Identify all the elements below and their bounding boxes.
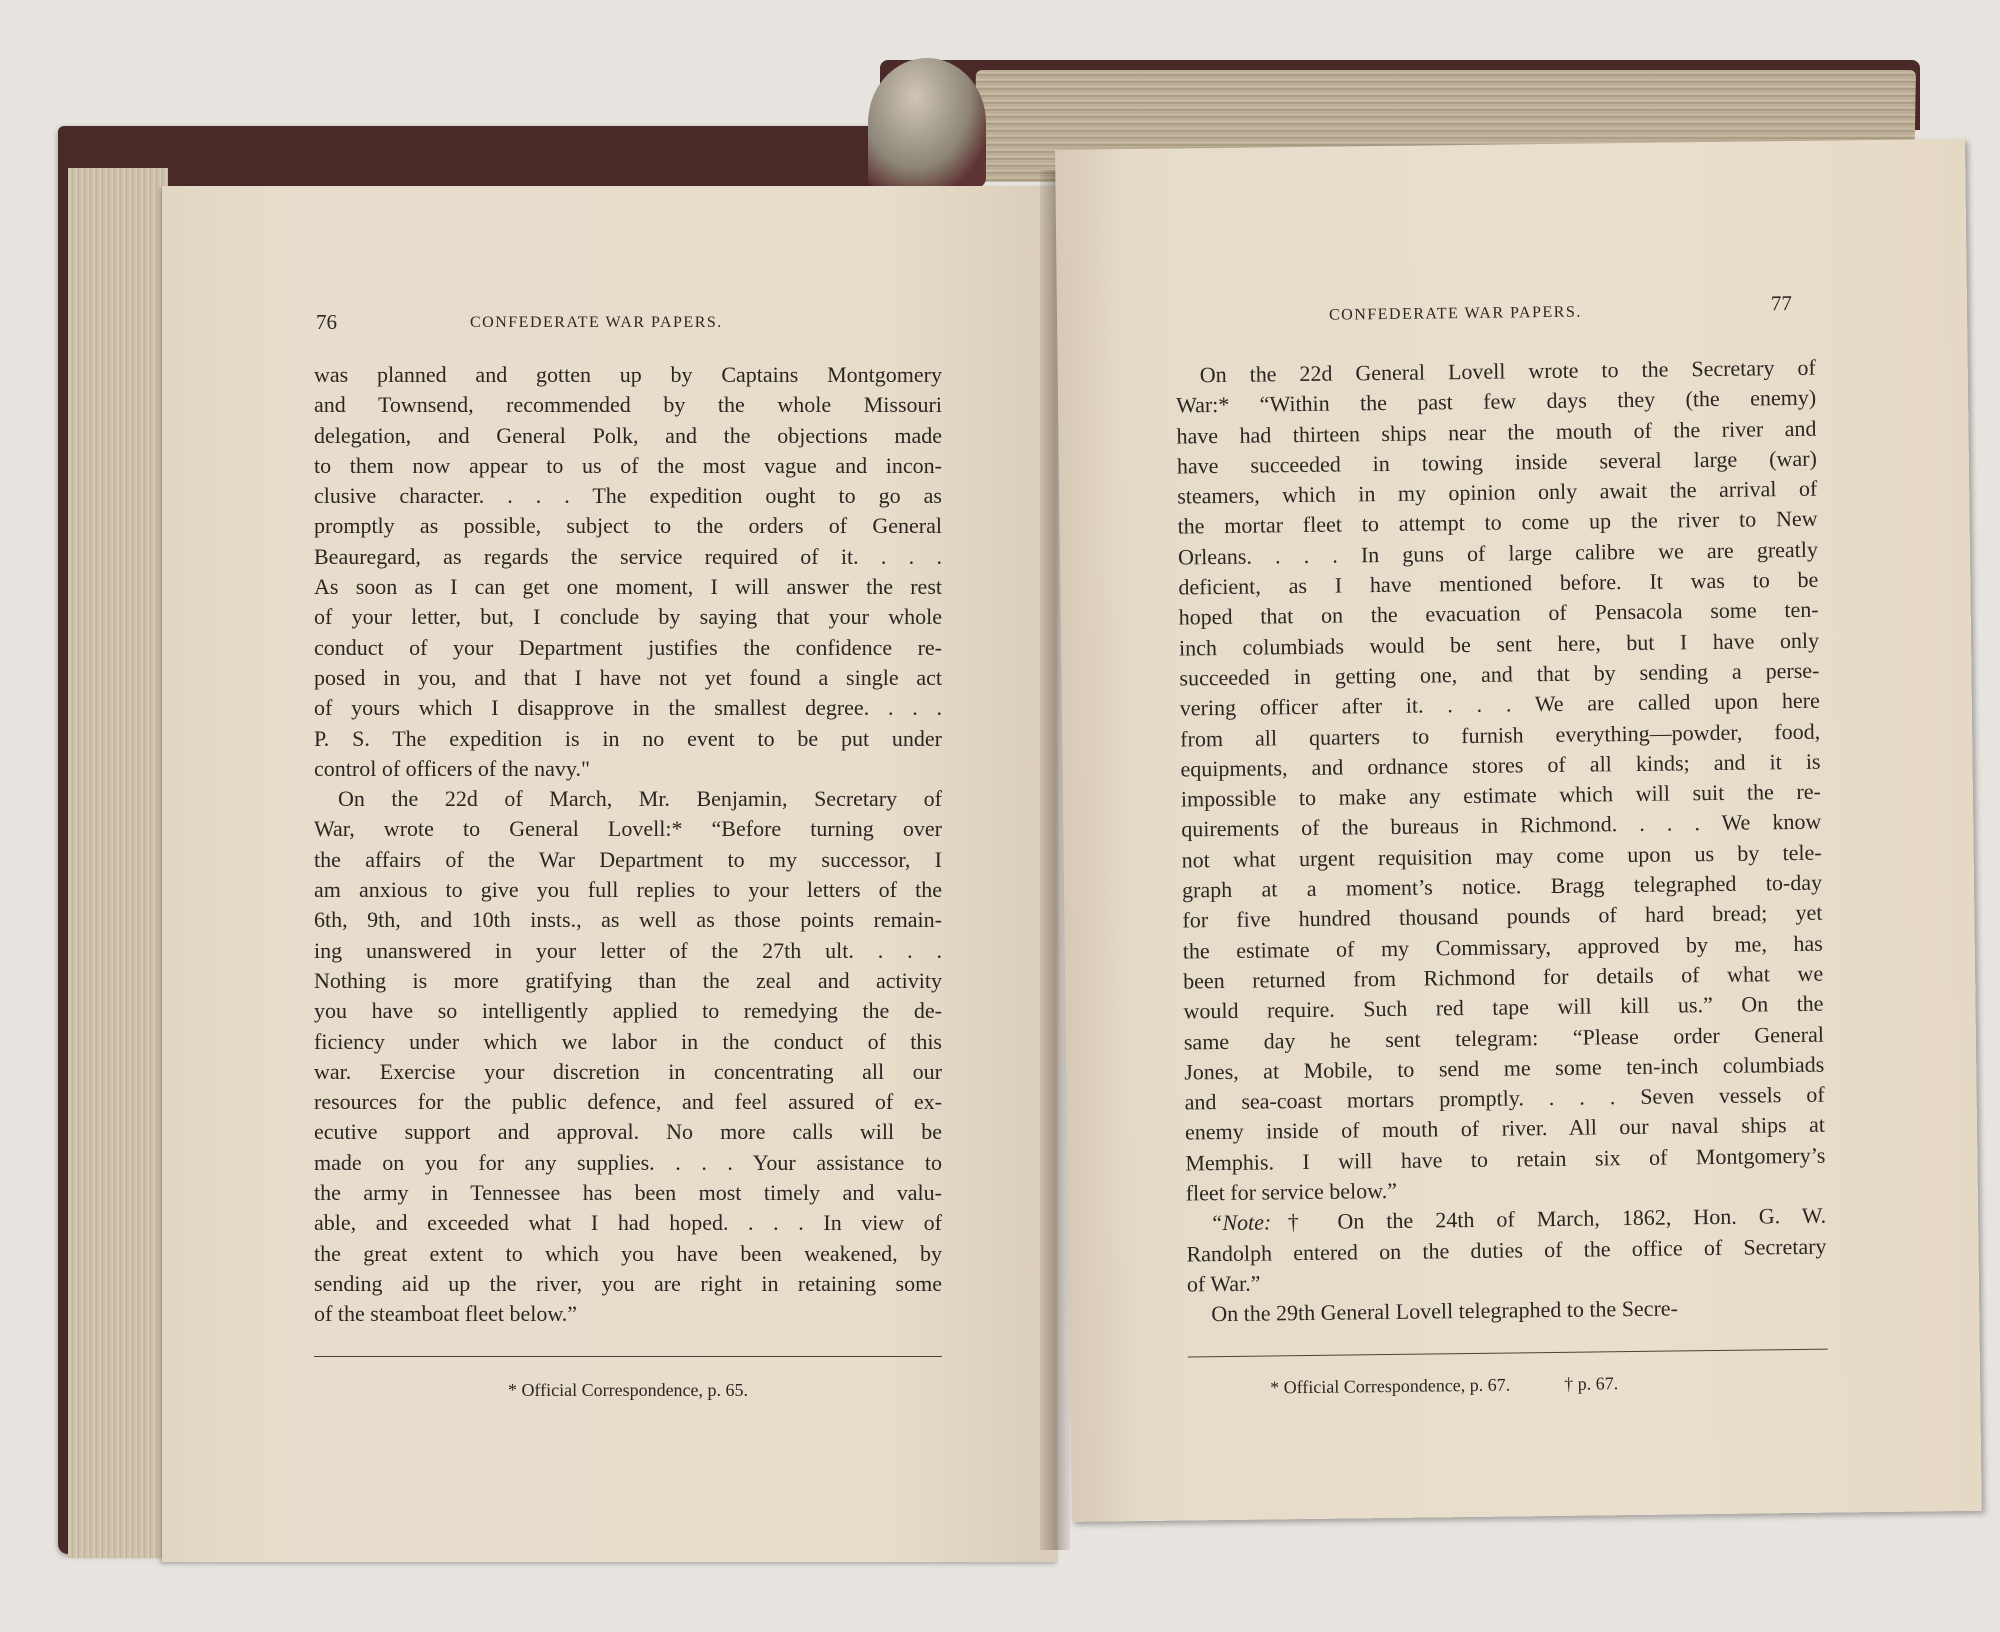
text-line: was planned and gotten up by Captains Montgomery	[314, 362, 942, 387]
text-line: Randolph entered on the duties of the office of Secretary	[1186, 1233, 1827, 1267]
text-line: control of officers of the navy."	[314, 755, 590, 781]
text-line: On the 22d General Lovell wrote to the Secretary of	[1199, 354, 1816, 388]
text-line: of yours which I disapprove in the smallest degree. . . .	[314, 695, 942, 721]
text-line: of the steamboat fleet below.”	[314, 1301, 578, 1327]
text-line: to them now appear to us of the most vague and incon-	[314, 452, 942, 478]
text-line: same day he sent telegram: “Please order General	[1183, 1021, 1825, 1055]
text-line: steamers, which in my opinion only await the arrival of	[1177, 475, 1818, 509]
page-stack-left	[68, 168, 168, 1558]
left-page	[162, 186, 1058, 1562]
text-line: posed in you, and that I have not yet found a single act	[314, 664, 942, 690]
text-line: enemy inside of mouth of river. All our naval ships at	[1184, 1112, 1826, 1145]
text-line: Orleans. . . . In guns of large calibre we are greatly	[1177, 536, 1819, 570]
text-line: have had thirteen ships near the mouth of the river and	[1176, 415, 1817, 449]
text-line: inch columbiads would be sent here, but I have only	[1178, 627, 1820, 661]
text-line: have succeeded in towing inside several large (war)	[1176, 445, 1817, 479]
text-line: of your letter, but, I conclude by saying that your whole	[314, 604, 942, 630]
text-line: fleet for service below.”	[1185, 1177, 1398, 1206]
text-line-rest: † On the 24th of March, 1862, Hon. G. W.	[1271, 1202, 1827, 1235]
text-line: quirements of the bureaus in Richmond. . . . We know	[1181, 809, 1822, 842]
footnote-rule	[314, 1356, 942, 1357]
text-line: succeeded in getting one, and that by sending a perse-	[1179, 657, 1820, 691]
running-head: CONFEDERATE WAR PAPERS.	[1328, 303, 1582, 324]
text-line: War, wrote to General Lovell:* “Before turning over	[314, 816, 942, 842]
text-line: On the 22d of March, Mr. Benjamin, Secretary of	[338, 786, 942, 812]
text-line: resources for the public defence, and feel assured of ex-	[314, 1089, 942, 1115]
text-line: deficient, as I have mentioned before. It was to be	[1178, 566, 1819, 600]
text-line: and sea-coast mortars promptly. . . . Seven vessels of	[1184, 1081, 1825, 1115]
left-body-text	[314, 360, 942, 1330]
book-spine	[868, 58, 986, 188]
text-line: able, and exceeded what I had hoped. . . . In view of	[314, 1210, 942, 1236]
page-number: 76	[316, 310, 337, 334]
text-line: Nothing is more gratifying than the zeal and activity	[314, 967, 942, 993]
text-line: been returned from Richmond for details of what we	[1183, 960, 1824, 994]
text-line: delegation, and General Polk, and the objections made	[314, 422, 942, 448]
text-line: impossible to make any estimate which will suit the re-	[1180, 778, 1822, 812]
text-line: Jones, at Mobile, to send me some ten-inch columbiads	[1184, 1051, 1825, 1085]
text-line: ing unanswered in your letter of the 27th ult. . . .	[314, 937, 942, 963]
text-line: Memphis. I will have to retain six of Montgomery’s	[1185, 1142, 1826, 1176]
text-line: promptly as possible, subject to the orders of General	[314, 513, 942, 539]
footnote: * Official Correspondence, p. 65.	[507, 1380, 749, 1400]
text-line: 6th, 9th, and 10th insts., as well as those points remain-	[314, 907, 942, 933]
text-line: clusive character. . . . The expedition ought to go as	[314, 483, 942, 509]
text-line: ecutive support and approval. No more calls will be	[314, 1119, 942, 1145]
text-line: of War.”	[1186, 1270, 1261, 1297]
text-line: Beauregard, as regards the service required of it. . . .	[314, 543, 942, 569]
text-line: made on you for any supplies. . . . Your assistance to	[314, 1149, 942, 1175]
text-line: war. Exercise your discretion in concentrating all our	[314, 1058, 942, 1084]
text-line: hoped that on the evacuation of Pensacola some ten-	[1178, 597, 1819, 630]
footnote-b: † p. 67.	[1564, 1373, 1619, 1394]
text-line: graph at a moment’s notice. Bragg telegraphed to-day	[1181, 869, 1823, 903]
footnote-rule	[1188, 1349, 1828, 1358]
footnote	[1270, 1371, 1830, 1399]
text-line: the mortar fleet to attempt to come up the river to New	[1177, 506, 1818, 540]
running-head: CONFEDERATE WAR PAPERS.	[470, 314, 723, 331]
text-line: sending aid up the river, you are right in retaining some	[314, 1270, 942, 1296]
note-label: “Note:	[1209, 1209, 1272, 1236]
page-number: 77	[1770, 291, 1793, 316]
right-page	[1055, 139, 1982, 1522]
text-line: On the 29th General Lovell telegraphed to the Secre-	[1211, 1295, 1679, 1327]
text-line: the estimate of my Commissary, approved by me, has	[1182, 930, 1823, 964]
text-line: vering officer after it. . . . We are called upon here	[1179, 687, 1820, 721]
text-line: the army in Tennessee has been most timely and valu-	[314, 1180, 942, 1206]
text-line: the affairs of the War Department to my successor, I	[314, 846, 942, 872]
text-line: not what urgent requisition may come upon us by tele-	[1181, 839, 1822, 873]
text-line: would require. Such red tape will kill us.” On the	[1183, 990, 1824, 1024]
text-line: and Townsend, recommended by the whole Missouri	[314, 392, 942, 418]
text-line: conduct of your Department justifies the confidence re-	[314, 634, 942, 660]
text-line: P. S. The expedition is in no event to be put under	[314, 725, 942, 751]
text-line: you have so intelligently applied to remedying the de-	[314, 998, 942, 1024]
text-line: ficiency under which we labor in the conduct of this	[314, 1028, 942, 1054]
text-line: am anxious to give you full replies to your letters of the	[314, 877, 942, 903]
text-line: War:* “Within the past few days they (the enemy)	[1175, 385, 1817, 418]
text-line: equipments, and ordnance stores of all kinds; and it is	[1180, 748, 1821, 782]
right-body-text	[1176, 353, 1828, 1330]
text-line: As soon as I can get one moment, I will answer the rest	[314, 574, 942, 600]
text-line: the great extent to which you have been weakened, by	[314, 1240, 942, 1266]
footnote-a: * Official Correspondence, p. 67.	[1270, 1374, 1511, 1398]
text-line: from all quarters to furnish everything—powder, food,	[1180, 718, 1821, 752]
text-line: for five hundred thousand pounds of hard bread; yet	[1182, 900, 1823, 933]
